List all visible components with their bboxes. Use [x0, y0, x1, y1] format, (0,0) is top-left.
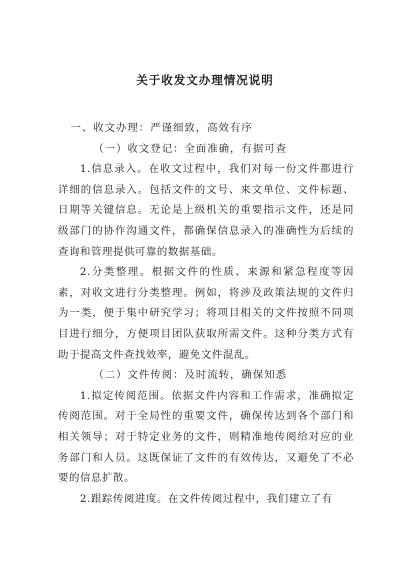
paragraph: 2.跟踪传阅进度。在文件传阅过程中，我们建立了有	[79, 492, 333, 505]
subsection-heading-2: （二）文件传阅：及时流转，确保知悉	[93, 369, 287, 382]
paragraph: 1.拟定传阅范围。依据文件内容和工作需求，准确拟定传阅范围。对于全局性的重要文件，确保传达到各个部门和相关领导；对于特定业务的文件，则精准地传阅给对应的业务部门和人员。这既保证了文件的有效传达，又避免了不必要的信息扩散。	[58, 389, 354, 485]
paragraph: 2.分类整理。根据文件的性质、来源和紧急程度等因素，对收文进行分类整理。例如，将涉及政策法规的文件归为一类，便于集中研究学习；将项目相关的文件按照不同项目进行细分，方便项目团队获取所需文件。这种分类方式有助于提高文件查找效率，避免文件混乱。	[58, 266, 354, 361]
subsection-heading-1: （一）收文登记：全面准确，有据可查	[93, 142, 287, 155]
document-title: 关于收发文办理情况说明	[136, 73, 274, 87]
document-body	[58, 118, 354, 509]
section-heading-1: 一、收文办理：严谨细致，高效有序	[70, 122, 253, 134]
paragraph: 1.信息录入。在收文过程中，我们对每一份文件都进行详细的信息录入。包括文件的文号、来文单位、文件标题、日期等关键信息。无论是上级机关的重要指示文件，还是同级部门的协作沟通文件，都确保信息录入的准确性为后续的查询和管理提供可靠的数据基础。	[58, 163, 354, 258]
